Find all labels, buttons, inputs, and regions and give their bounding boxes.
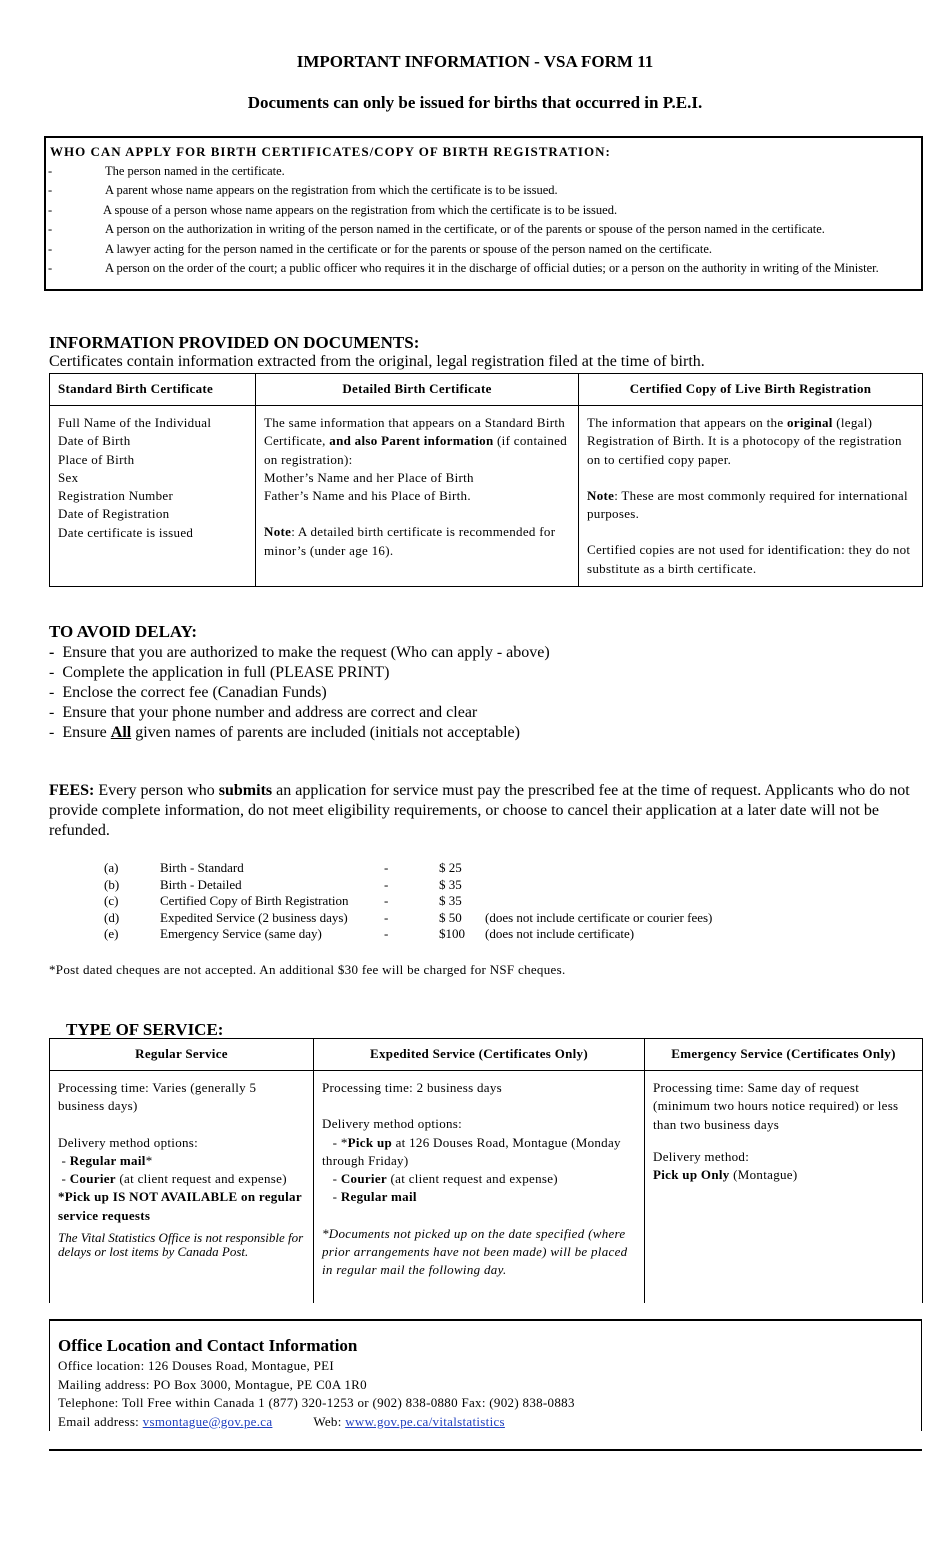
regular-cell: Processing time: Varies (generally 5 business days) Delivery method options: - Regular mail* - Courier (at client request and expense) *Pick up IS NOT AVAILABLE on regular service requests The Vital Statistics Office is not responsible for delays or lost items by Canada Post. [50,1071,314,1303]
office-location: Office location: 126 Douses Road, Montague, PEI [58,1358,334,1373]
telephone: Telephone: Toll Free within Canada 1 (877) 320-1253 or (902) 838-0880 Fax: (902) 838-0883 [58,1395,575,1410]
contact-details [58,1357,575,1431]
service-table [49,1038,923,1303]
standard-header: Standard Birth Certificate [50,374,256,406]
email-web-row: Email address: vsmontague@gov.pe.ca Web: www.gov.pe.ca/vitalstatistics [58,1413,505,1429]
web-link[interactable]: www.gov.pe.ca/vitalstatistics [345,1413,505,1429]
page-title: IMPORTANT INFORMATION - VSA FORM 11 [296,52,654,71]
standard-cell: Full Name of the Individual Date of Birth Place of Birth Sex Registration Number Date of Registration Date certificate is issued [50,406,256,587]
emergency-cell: Processing time: Same day of request (minimum two hours notice required) or less than two business days Delivery method: Pick up Only (Montague) [645,1071,923,1303]
email-link[interactable]: vsmontague@gov.pe.ca [142,1413,273,1429]
service-heading: TYPE OF SERVICE: [66,1020,224,1039]
expedited-header: Expedited Service (Certificates Only) [314,1039,645,1071]
who-can-apply-box: WHO CAN APPLY FOR BIRTH CERTIFICATES/COPY OF BIRTH REGISTRATION: - The person named in the certificate. - A parent whose name appears on the registration from which the certificate is to be issued. - A spouse of a person whose name appears on the registration from which the certificate is to be issued. - A person on the authorization in writing of the person named in the certificate, or of the parents or spouse of the person named in the certificate. - A lawyer acting for the person named in the certificate or for the parents or spouse of the person named on the certificate. - A person on the order of the court; a public officer who requires it in the discharge of official duties; or a person on the authority in writing of the Minister. [44,136,923,291]
detailed-cell: The same information that appears on a Standard Birth Certificate, and also Parent information (if contained on registration): Mother’s Name and her Place of Birth Father’s Name and his Place of Birth. Note: A detailed birth certificate is recommended for minor’s (under age 16). [256,406,579,587]
contact-top-rule [49,1319,922,1321]
page-subtitle: Documents can only be issued for births that occurred in P.E.I. [247,93,703,112]
contact-heading: Office Location and Contact Information [58,1336,358,1355]
fees-paragraph: FEES: Every person who submits an application for service must pay the prescribed fee at the time of request. Applicants who do not provide complete information, do not meet eligibility requirements, or choose to cancel their application at a later date will not be refunded. [49,782,910,839]
certified-copy-cell: The information that appears on the original (legal) Registration of Birth. It is a photocopy of the registration on to certified copy paper. Note: These are most commonly required for international purposes. Certified copies are not used for identification: they do not substitute as a birth certificate. [579,406,923,587]
expedited-cell: Processing time: 2 business days Delivery method options: - *Pick up at 126 Douses Road, Montague (Monday through Friday) - Courier (at client request and expense) - Regular mail *Documents not picked up on the date specified (where prior arrangements have not been made) will be placed in regular mail the following day. [314,1071,645,1303]
detailed-header: Detailed Birth Certificate [256,374,579,406]
list-item: - Enclose the correct fee (Canadian Funds) [49,684,327,701]
list-item: - Ensure All given names of parents are included (initials not acceptable) [49,724,520,741]
contact-right-rule [921,1321,922,1431]
cheque-note: *Post dated cheques are not accepted. An additional $30 fee will be charged for NSF cheques. [49,962,566,977]
certified-copy-header: Certified Copy of Live Birth Registration [579,374,923,406]
list-item: - Complete the application in full (PLEASE PRINT) [49,664,390,681]
avoid-delay-heading: TO AVOID DELAY: [49,622,198,641]
info-heading: INFORMATION PROVIDED ON DOCUMENTS: [49,333,420,352]
info-intro: Certificates contain information extracted from the original, legal registration filed at the time of birth. [49,353,705,370]
list-item: - Ensure that your phone number and address are correct and clear [49,704,478,721]
who-can-apply-title: WHO CAN APPLY FOR BIRTH CERTIFICATES/COPY OF BIRTH REGISTRATION: [50,144,611,159]
contact-bottom-rule [49,1449,922,1451]
contact-left-rule [49,1321,50,1431]
regular-header: Regular Service [50,1039,314,1071]
certificate-types-table [49,373,923,587]
avoid-delay-list [49,643,550,743]
emergency-header: Emergency Service (Certificates Only) [645,1039,923,1071]
mailing-address: Mailing address: PO Box 3000, Montague, PE C0A 1R0 [58,1376,367,1392]
list-item: - Ensure that you are authorized to make the request (Who can apply - above) [49,644,550,661]
